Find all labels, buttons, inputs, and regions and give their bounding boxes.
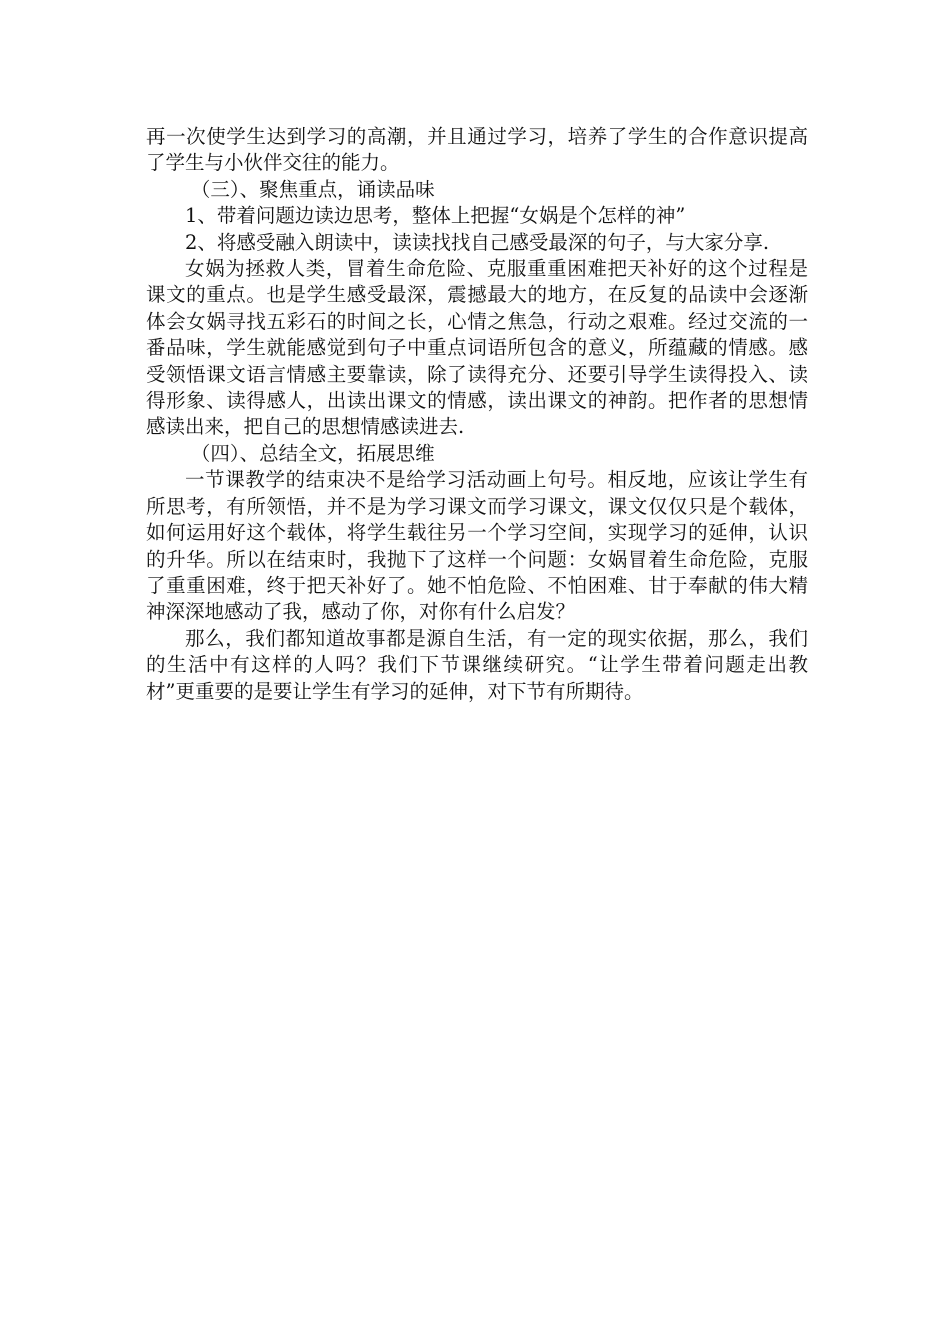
paragraph-continuation: 再一次使学生达到学习的高潮，并且通过学习，培养了学生的合作意识提高了学生与小伙伴交往的能力。	[146, 125, 808, 175]
section-heading-three: （三）、聚焦重点，诵读品味	[190, 177, 435, 201]
paragraph-closing: 那么，我们都知道故事都是源自生活，有一定的现实依据，那么，我们的生活中有这样的人吗？我们下节课继续研究。“让学生带着问题走出教材”更重要的是要让学生有学习的延伸，对下节有所期待。	[146, 626, 808, 703]
list-item-one: 1、带着问题边读边思考，整体上把握“女娲是个怎样的神”	[185, 204, 686, 228]
list-item-two: 2、将感受融入朗读中，读读找找自己感受最深的句子，与大家分享.	[185, 230, 770, 254]
paragraph-summary: 一节课教学的结束决不是给学习活动画上句号。相反地，应该让学生有所思考，有所领悟，并不是为学习课文而学习课文，课文仅仅只是个载体，如何运用好这个载体，将学生载往另一个学习空间，实现学习的延伸，认识的升华。所以在结束时，我抛下了这样一个问题：女娲冒着生命危险，克服了重重困难，终于把天补好了。她不怕危险、不怕困难、甘于奉献的伟大精神深深地感动了我，感动了你，对你有什么启发？	[146, 468, 808, 624]
document-body	[146, 124, 808, 705]
paragraph-focus: 女娲为拯救人类，冒着生命危险、克服重重困难把天补好的这个过程是课文的重点。也是学生感受最深，震撼最大的地方，在反复的品读中会逐渐体会女娲寻找五彩石的时间之长，心情之焦急，行动之艰难。经过交流的一番品味，学生就能感觉到句子中重点词语所包含的意义，所蕴藏的情感。感受领悟课文语言情感主要靠读，除了读得充分、还要引导学生读得投入、读得形象、读得感人，出读出课文的情感，读出课文的神韵。把作者的思想情感读出来，把自己的思想情感读进去.	[146, 257, 808, 439]
section-heading-four: （四）、总结全文，拓展思维	[190, 441, 435, 465]
